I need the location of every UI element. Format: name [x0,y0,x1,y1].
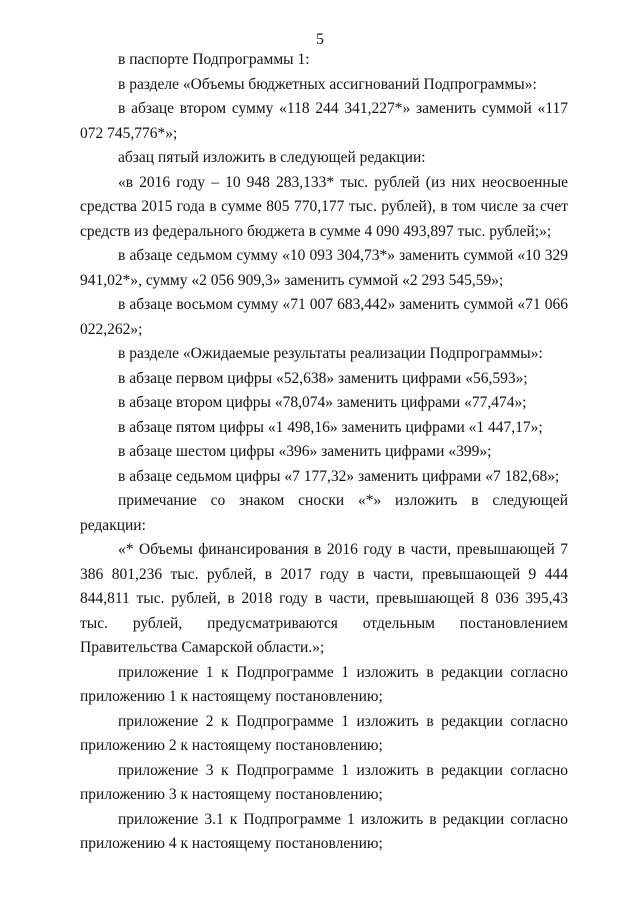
paragraph: в абзаце шестом цифры «396» заменить цифрами «399»; [118,443,492,460]
paragraph: приложение 2 к Подпрограмме 1 изложить в редакции согласно приложению 2 к настоящему постановлению; [80,712,568,754]
paragraph: в разделе «Объемы бюджетных ассигнований Подпрограммы»: [118,75,537,93]
paragraph: в абзаце седьмом цифры «7 177,32» заменить цифрами «7 182,68»; [118,467,560,485]
paragraph: приложение 3 к Подпрограмме 1 изложить в редакции согласно приложению 3 к настоящему постановлению; [80,761,568,803]
document-body [80,48,568,857]
paragraph: в разделе «Ожидаемые результаты реализации Подпрограммы»: [118,345,543,362]
paragraph: примечание со знаком сноски «*» изложить в следующей редакции: [80,492,568,534]
paragraph: в абзаце первом цифры «52,638» заменить цифрами «56,593»; [118,369,528,387]
paragraph: в абзаце восьмом сумму «71 007 683,442» заменить суммой «71 066 022,262»; [80,296,568,338]
paragraph: приложение 3.1 к Подпрограмме 1 изложить в редакции согласно приложению 4 к настоящему постановлению; [80,810,568,852]
paragraph: абзац пятый изложить в следующей редакции: [118,149,426,166]
paragraph: в абзаце пятом цифры «1 498,16» заменить цифрами «1 447,17»; [118,418,543,436]
paragraph: в абзаце седьмом сумму «10 093 304,73*» заменить суммой «10 329 941,02*», сумму «2 056 909,3» заменить суммой «2 293 545,59»; [80,247,568,289]
paragraph: в паспорте Подпрограммы 1: [118,51,310,68]
paragraph: в абзаце втором цифры «78,074» заменить цифрами «77,474»; [118,394,527,411]
paragraph: приложение 1 к Подпрограмме 1 изложить в редакции согласно приложению 1 к настоящему постановлению; [80,663,568,705]
paragraph: «* Объемы финансирования в 2016 году в части, превышающей 7 386 801,236 тыс. рублей, в 2017 году в части, превышающей 9 444 844,811 тыс. рублей, в 2018 году в части, превышающей 8 036 395,43 тыс. рублей, предусматриваются отдельным постановлением Правительства Самарской области.»; [80,541,568,656]
paragraph: «в 2016 году – 10 948 283,133* тыс. рублей (из них неосвоенные средства 2015 года в сумме 805 770,177 тыс. рублей), в том числе за счет средств из федерального бюджета в сумме 4 090 493,897 тыс. рублей;»; [80,173,568,240]
paragraph: в абзаце втором сумму «118 244 341,227*» заменить суммой «117 072 745,776*»; [80,100,568,142]
page-number: 5 [316,31,324,48]
